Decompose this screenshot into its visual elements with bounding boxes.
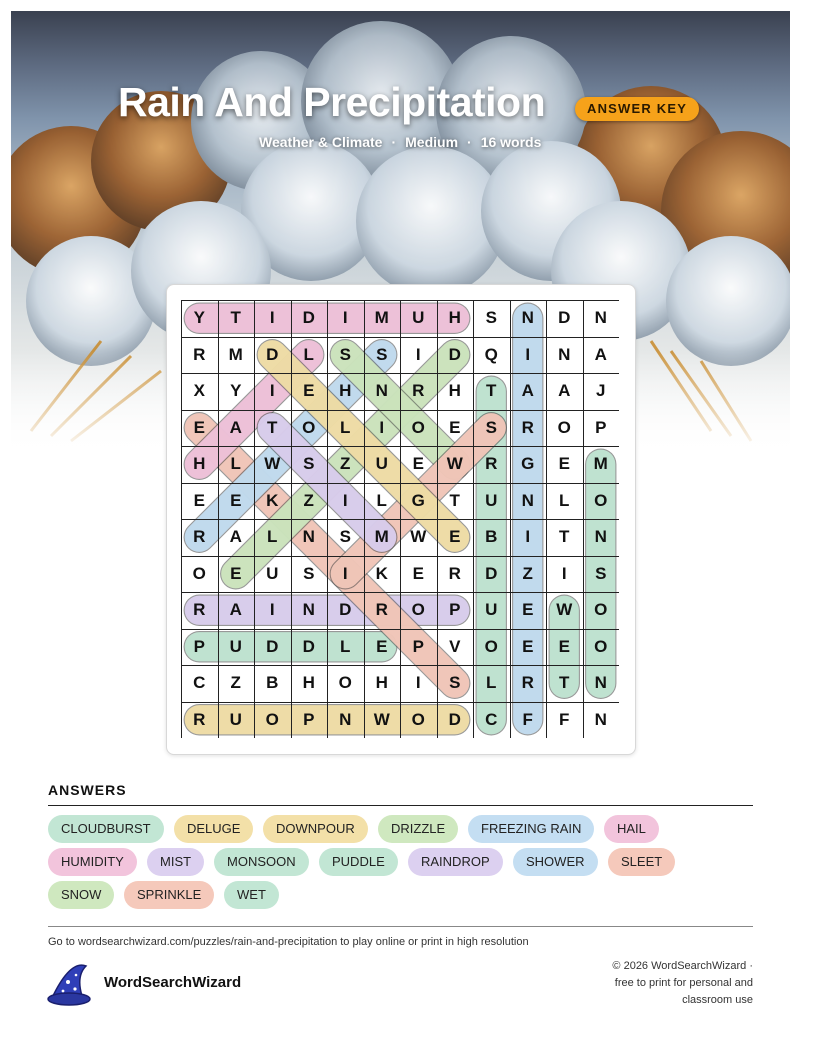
answer-chip-snow: SNOW [48,881,114,909]
meta-separator: · [467,134,472,150]
grid-cell: N [521,490,534,510]
answer-chip-hail: HAIL [604,815,659,843]
grid-cell: R [193,600,206,619]
grid-cell: E [522,600,534,619]
grid-cell: C [485,709,498,729]
grid-cell: U [229,636,242,656]
answer-chip-raindrop: RAINDROP [408,848,503,876]
grid-cell: G [521,454,535,473]
grid-cell: R [193,709,206,729]
grid-cell: I [342,308,348,327]
grid-cell: U [485,600,498,619]
grid-cell: E [412,563,424,583]
grid-cell: O [594,636,608,656]
grid-cell: H [339,381,352,400]
grid-cell: D [448,344,461,364]
grid-cell: I [415,344,421,364]
answer-chip-monsoon: MONSOON [214,848,309,876]
grid-cell: N [594,527,607,546]
grid-cell: Y [193,308,205,327]
grid-cell: N [558,344,571,364]
grid-cell: I [342,563,348,583]
grid-cell: M [374,527,389,546]
page-title: Rain And Precipitation [118,79,546,125]
grid-cell: O [557,417,571,437]
grid-cell: O [192,563,206,583]
grid-cell: O [594,600,608,619]
grid-cell: S [449,673,461,692]
grid-cell: G [411,490,425,510]
grid-cell: R [412,381,425,400]
answer-chip-humidity: HUMIDITY [48,848,137,876]
grid-cell: E [412,454,424,473]
brand-name: WordSearchWizard [104,974,242,991]
grid-cell: L [340,417,351,437]
answer-chip-puddle: PUDDLE [319,848,398,876]
grid-cell: H [375,673,388,692]
wizard-hat-icon [46,962,94,1006]
grid-cell: E [558,454,570,473]
grid-cell: O [302,417,316,437]
grid-cell: O [411,417,425,437]
grid-cell: A [558,381,571,400]
grid-cell: T [267,417,278,437]
answer-chip-sleet: SLEET [608,848,675,876]
grid-cell: Y [230,381,242,400]
grid-cell: E [376,636,388,656]
answer-chip-freezing-rain: FREEZING RAIN [468,815,594,843]
grid-cell: N [302,600,315,619]
grid-cell: R [521,673,534,692]
grid-cell: S [376,344,388,364]
grid-cell: E [558,636,570,656]
grid-cell: U [485,490,498,510]
answer-chip-wet: WET [224,881,279,909]
grid-cell: L [230,454,241,473]
grid-cell: N [339,709,352,729]
grid-cell: I [269,308,275,327]
grid-cell: L [376,490,387,510]
grid-cell: H [193,454,206,473]
grid-cell: W [410,527,427,546]
copyright-line: classroom use [682,994,753,1006]
grid-cell: O [338,673,352,692]
grid-cell: A [229,527,242,546]
grid-cell: D [266,344,279,364]
grid-cell: I [342,490,348,510]
grid-cell: N [594,308,607,327]
grid-cell: N [594,709,607,729]
answer-chip-drizzle: DRIZZLE [378,815,458,843]
grid-cell: C [193,673,206,692]
footer-divider [48,926,753,927]
grid-cell: W [373,709,390,729]
grid-cell: Q [484,344,498,364]
footer-note: Go to wordsearchwizard.com/puzzles/rain-and-precipitation to play online or print in high resolution [48,936,529,948]
category-label: Weather & Climate [259,134,383,150]
grid-cell: Z [303,490,314,510]
grid-cell: B [266,673,279,692]
answer-chip-shower: SHOWER [513,848,598,876]
grid-cell: O [411,709,425,729]
grid-cell: O [484,636,498,656]
grid-cell: X [193,381,205,400]
grid-cell: S [485,308,497,327]
grid-cell: P [449,600,461,619]
grid-cell: W [264,454,281,473]
grid-cell: U [266,563,279,583]
grid-cell: U [229,709,242,729]
grid-cell: A [229,600,242,619]
grid-cell: L [340,636,351,656]
grid-cell: D [302,636,315,656]
grid-cell: I [525,344,531,364]
grid-cell: R [193,344,206,364]
grid-cell: Z [340,454,351,473]
grid-cell: D [485,563,498,583]
grid-cell: E [449,417,461,437]
answers-divider [48,805,753,806]
difficulty-label: Medium [405,134,459,150]
grid-cell: L [267,527,278,546]
grid-cell: J [596,381,606,400]
grid-cell: D [448,709,461,729]
grid-cell: K [375,563,388,583]
copyright-line: © 2026 WordSearchWizard · [612,960,753,972]
word-count-label: 16 words [480,134,542,150]
grid-cell: I [415,673,421,692]
grid-cell: O [265,709,279,729]
grid-cell: S [303,454,315,473]
grid-cell: M [374,308,389,327]
grid-cell: B [485,527,498,546]
grid-cell: E [303,381,315,400]
grid-cell: O [594,490,608,510]
grid-cell: N [594,673,607,692]
word-search-grid [181,300,619,738]
grid-cell: S [303,563,315,583]
grid-cell: A [229,417,242,437]
grid-cell: D [266,636,279,656]
grid-cell: U [375,454,388,473]
grid-cell: T [230,308,241,327]
grid-cell: I [525,527,531,546]
grid-cell: E [193,417,205,437]
grid-cell: N [302,527,315,546]
grid-cell: R [448,563,461,583]
answer-key-badge: ANSWER KEY [575,97,699,121]
answer-chip-sprinkle: SPRINKLE [124,881,214,909]
grid-cell: W [556,600,573,619]
grid-cell: Z [230,673,241,692]
grid-cell: N [375,381,388,400]
copyright-line: free to print for personal and [614,977,753,989]
meta-separator: · [391,134,397,150]
answer-chip-downpour: DOWNPOUR [263,815,368,843]
grid-cell: V [449,636,461,656]
grid-cell: W [446,454,463,473]
grid-cell: L [486,673,497,692]
grid-cell: D [558,308,571,327]
grid-cell: F [559,709,570,729]
answers-heading: ANSWERS [48,782,127,798]
grid-cell: D [339,600,352,619]
grid-cell: E [230,563,242,583]
grid-cell: E [522,636,534,656]
grid-cell: E [449,527,461,546]
grid-cell: U [412,308,425,327]
copyright-note [560,958,753,1009]
grid-cell: S [339,344,351,364]
grid-cell: H [302,673,315,692]
answer-chip-mist: MIST [147,848,204,876]
grid-cell: P [412,636,424,656]
answer-chip-cloudburst: CLOUDBURST [48,815,164,843]
grid-cell: A [521,381,534,400]
grid-cell: D [302,308,315,327]
puzzle-meta [259,134,541,150]
grid-cell: H [448,381,461,400]
grid-cell: T [559,527,570,546]
grid-cell: L [559,490,570,510]
grid-cell: I [379,417,385,437]
grid-cell: R [485,454,498,473]
grid-cell: F [522,709,533,729]
grid-cell: E [230,490,242,510]
grid-cell: I [561,563,567,583]
grid-cell: I [269,600,275,619]
grid-cell: S [485,417,497,437]
grid-cell: S [595,563,607,583]
grid-cell: M [228,344,243,364]
grid-cell: O [411,600,425,619]
grid-cell: E [193,490,205,510]
grid-cell: P [193,636,205,656]
grid-cell: S [339,527,351,546]
grid-cell: I [269,381,275,400]
grid-cell: T [486,381,497,400]
grid-cell: T [449,490,460,510]
grid-cell: P [595,417,607,437]
answer-chip-deluge: DELUGE [174,815,253,843]
grid-cell: R [521,417,534,437]
grid-cell: R [375,600,388,619]
grid-cell: M [593,454,608,473]
grid-cell: T [559,673,570,692]
grid-cell: K [266,490,279,510]
grid-cell: L [303,344,314,364]
grid-cell: P [303,709,315,729]
grid-cell: H [448,308,461,327]
grid-cell: N [521,308,534,327]
grid-cell: A [594,344,607,364]
grid-cell: Z [522,563,533,583]
grid-cell: R [193,527,206,546]
